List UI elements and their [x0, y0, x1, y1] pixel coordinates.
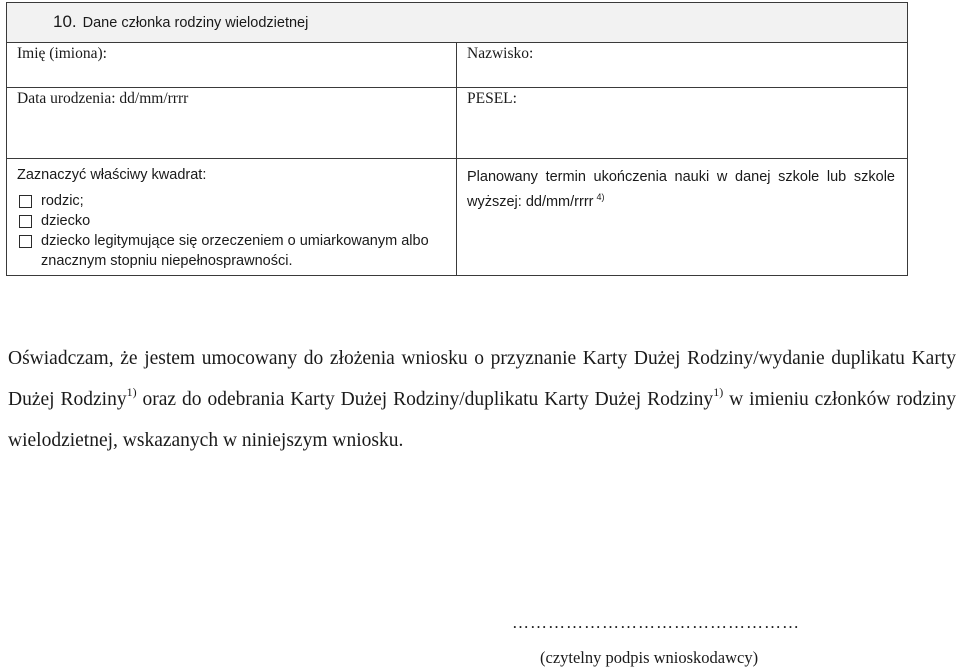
signature-label: (czytelny podpis wnioskodawcy) [540, 648, 759, 667]
option-child-disability[interactable] [17, 231, 456, 271]
planned-end-text: Planowany termin ukończenia nauki w danej szkole lub szkole wyższej: dd/mm/rrrr [467, 169, 896, 210]
footnote-1b: 1) [713, 385, 724, 399]
section-header [7, 3, 908, 43]
option-parent-label: rodzic; [41, 193, 84, 209]
section-number: 10. [53, 12, 77, 31]
footnote-4: 4) [596, 192, 605, 202]
declaration-part-2: oraz do odebrania Karty Dużej Rodziny/duplikatu Karty Dużej Rodziny [136, 389, 714, 410]
status-cell [7, 159, 457, 276]
first-name-label: Imię (imiona): [17, 45, 107, 62]
birth-date-field[interactable] [7, 88, 457, 159]
pesel-label: PESEL: [467, 90, 517, 107]
status-title: Zaznaczyć właściwy kwadrat: [17, 167, 207, 183]
option-parent[interactable] [17, 191, 456, 211]
family-member-form [6, 2, 908, 276]
signature-line: ………………………………………… [512, 613, 800, 632]
surname-label: Nazwisko: [467, 45, 534, 62]
option-child-label: dziecko [41, 213, 91, 229]
section-title: Dane członka rodziny wielodzietnej [82, 15, 309, 31]
checkbox-child-disability[interactable] [19, 235, 32, 248]
option-child-disability-label: dziecko legitymujące się orzeczeniem o umiarkowanym albo znacznym stopniu niepełnosprawności. [41, 233, 429, 269]
pesel-field[interactable] [457, 88, 908, 159]
checkbox-child[interactable] [19, 215, 32, 228]
birth-date-label: Data urodzenia: dd/mm/rrrr [17, 90, 189, 107]
declaration-part-1: Oświadczam, że jestem umocowany do złożenia wniosku o przyznanie Karty Dużej Rodziny/wydanie duplikatu Karty Dużej Rodziny [8, 348, 956, 410]
planned-end-cell[interactable] [457, 159, 908, 276]
declaration-part-3: w imieniu członków rodziny wielodzietnej, wskazanych w niniejszym wniosku. [8, 389, 956, 451]
first-name-field[interactable] [7, 43, 457, 88]
surname-field[interactable] [457, 43, 908, 88]
declaration-text [8, 338, 956, 461]
checkbox-parent[interactable] [19, 195, 32, 208]
footnote-1a: 1) [126, 385, 137, 399]
option-child[interactable] [17, 211, 456, 231]
planned-end-label [467, 167, 895, 212]
